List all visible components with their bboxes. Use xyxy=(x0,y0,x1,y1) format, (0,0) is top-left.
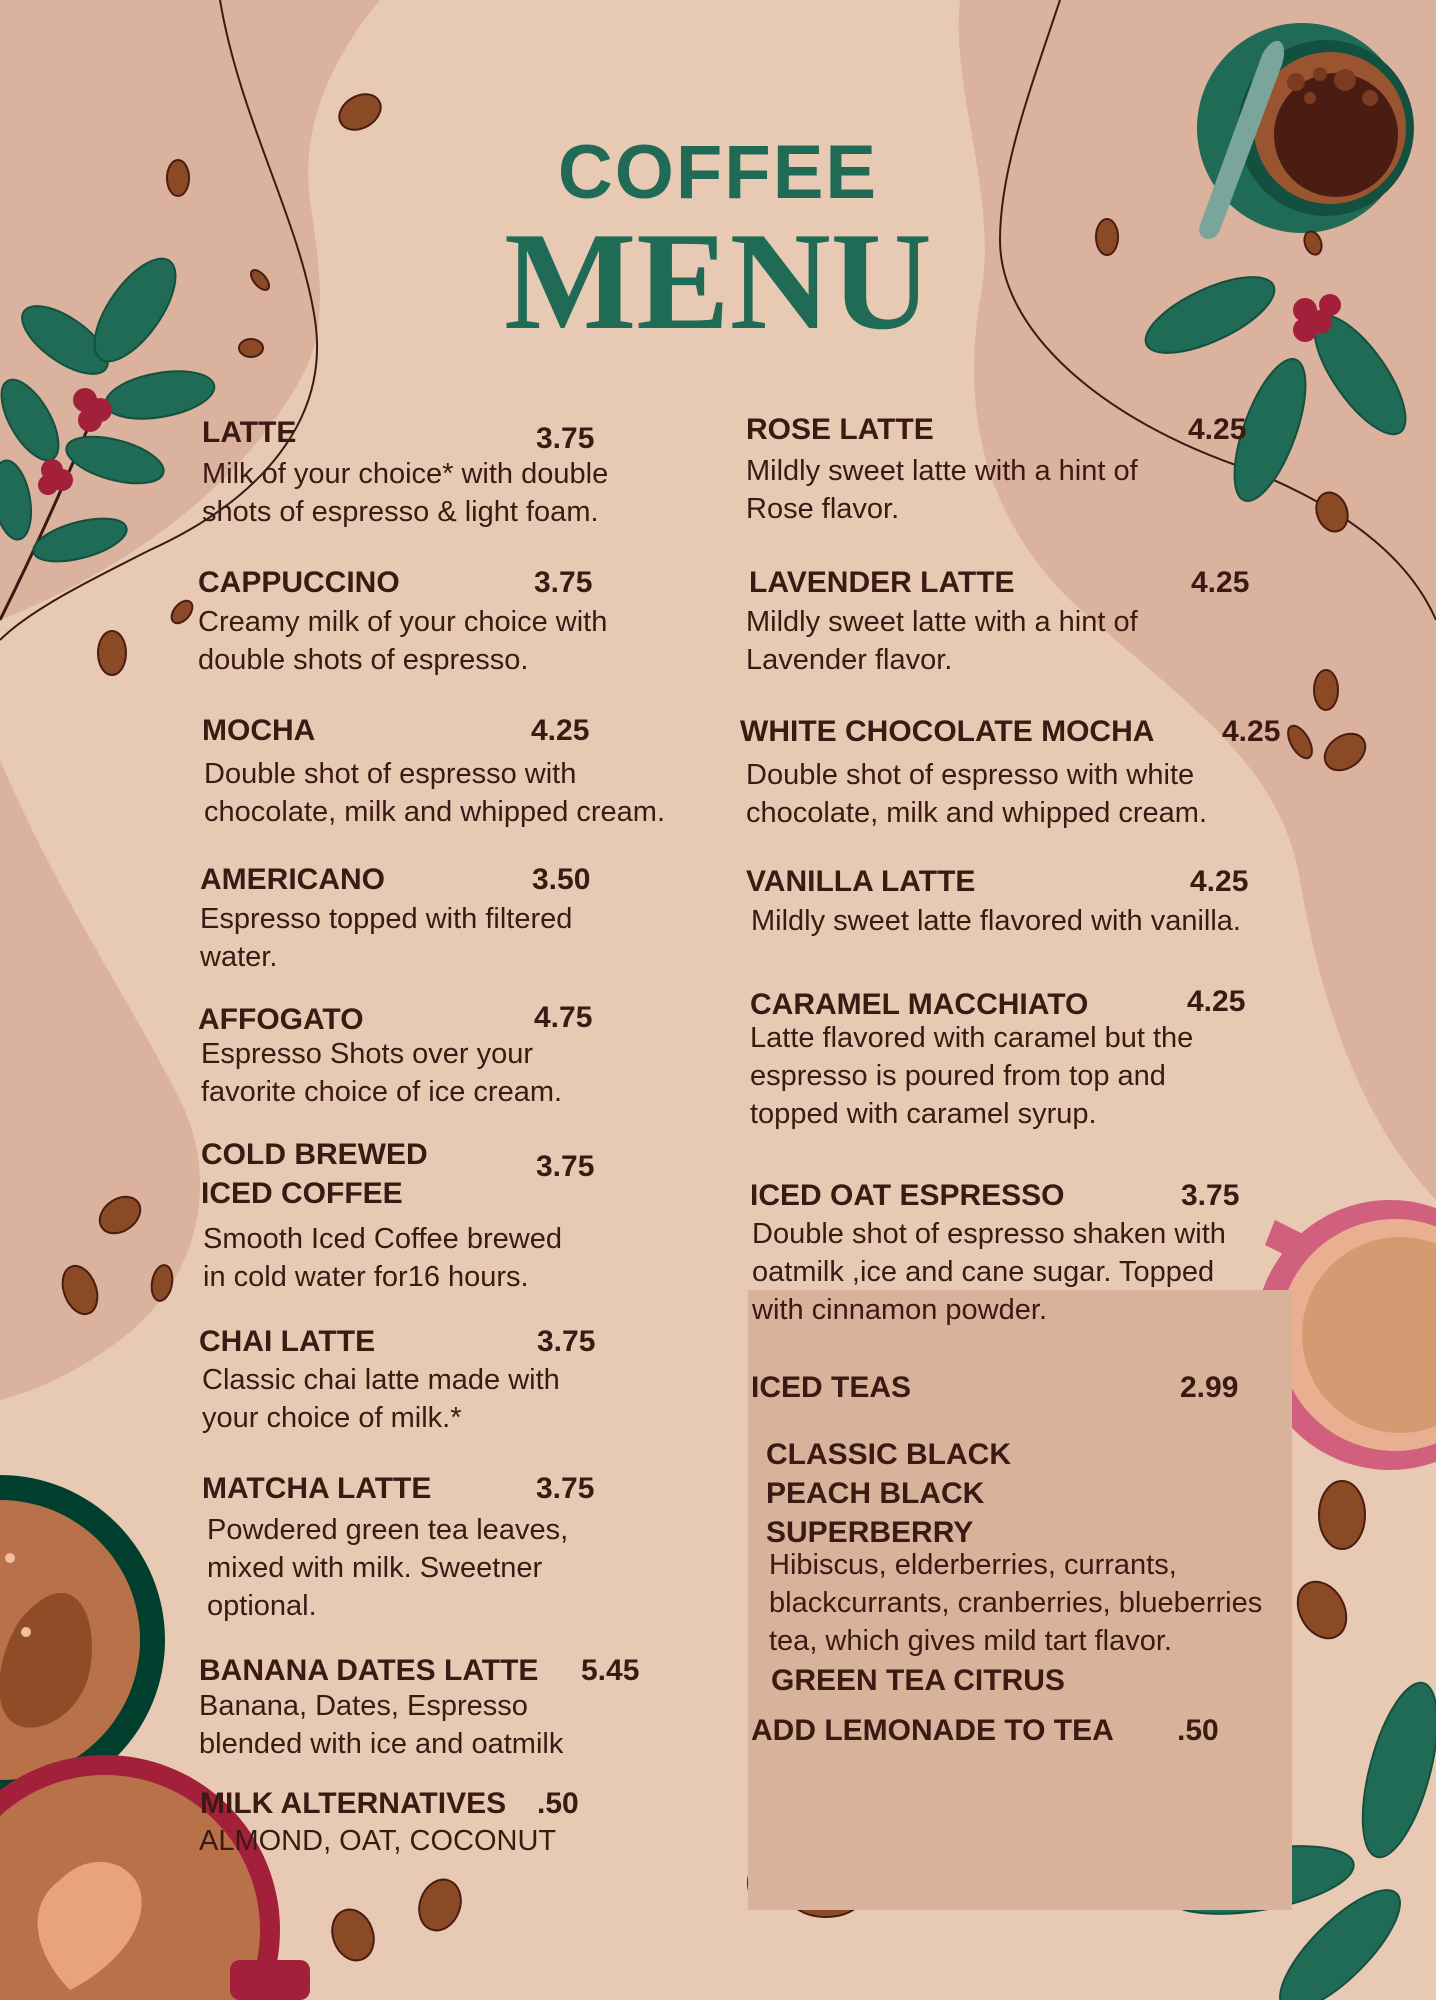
tea-flavor: PEACH BLACK xyxy=(766,1477,985,1510)
item-name: ICED TEAS xyxy=(751,1371,912,1404)
item-name: VANILLA LATTE xyxy=(746,865,976,898)
item-desc-line: Latte flavored with caramel but the xyxy=(750,1022,1194,1054)
item-name: CARAMEL MACCHIATO xyxy=(750,988,1089,1021)
item-name: WHITE CHOCOLATE MOCHA xyxy=(740,715,1155,748)
item-name: AFFOGATO xyxy=(198,1003,364,1036)
item-price: 3.50 xyxy=(532,863,591,896)
item-desc-line: Lavender flavor. xyxy=(746,644,953,676)
item-desc-line: Powdered green tea leaves, xyxy=(207,1514,569,1546)
item-desc-line: shots of espresso & light foam. xyxy=(202,496,599,528)
item-name-line: ICED COFFEE xyxy=(201,1177,403,1210)
item-desc-line: Double shot of espresso with white xyxy=(746,759,1195,791)
tea-flavor: CLASSIC BLACK xyxy=(766,1438,1011,1471)
item-desc-line: chocolate, milk and whipped cream. xyxy=(746,797,1208,829)
item-desc-line: in cold water for16 hours. xyxy=(203,1261,529,1293)
tea-flavor: GREEN TEA CITRUS xyxy=(771,1664,1065,1697)
tea-desc-line: blackcurrants, cranberries, blueberries xyxy=(769,1587,1263,1619)
item-desc-line: Creamy milk of your choice with xyxy=(198,606,608,638)
item-price: 4.25 xyxy=(1190,865,1249,898)
item-price: 4.25 xyxy=(1188,413,1247,446)
tea-desc-line: Hibiscus, elderberries, currants, xyxy=(769,1549,1177,1581)
item-price: 3.75 xyxy=(536,422,595,455)
item-price: 5.45 xyxy=(581,1654,640,1687)
title-coffee: COFFEE xyxy=(557,130,879,215)
item-desc-line: chocolate, milk and whipped cream. xyxy=(204,796,666,828)
item-name: MILK ALTERNATIVES xyxy=(200,1787,507,1820)
item-desc-line: ALMOND, OAT, COCONUT xyxy=(199,1825,557,1857)
item-desc-line: Mildly sweet latte with a hint of xyxy=(746,606,1138,638)
item-desc-line: topped with caramel syrup. xyxy=(750,1098,1097,1130)
item-price: 3.75 xyxy=(537,1325,596,1358)
item-desc-line: mixed with milk. Sweetner xyxy=(207,1552,543,1584)
item-price: 4.25 xyxy=(1191,566,1250,599)
item-name: CAPPUCCINO xyxy=(198,566,400,599)
item-desc-line: Banana, Dates, Espresso xyxy=(199,1690,528,1722)
item-name-line: COLD BREWED xyxy=(201,1138,428,1171)
item-name: CHAI LATTE xyxy=(199,1325,376,1358)
title-menu: MENU xyxy=(504,204,932,359)
item-name: ICED OAT ESPRESSO xyxy=(750,1179,1065,1212)
item-desc-line: Rose flavor. xyxy=(746,493,900,525)
item-name: LATTE xyxy=(202,416,297,449)
item-price: 4.25 xyxy=(1187,985,1246,1018)
item-desc-line: espresso is poured from top and xyxy=(750,1060,1166,1092)
item-name: ROSE LATTE xyxy=(746,413,934,446)
item-name: MOCHA xyxy=(202,714,316,747)
item-desc-line: double shots of espresso. xyxy=(198,644,529,676)
item-price: 4.75 xyxy=(534,1001,593,1034)
item-price: 2.99 xyxy=(1180,1371,1239,1404)
item-price: .50 xyxy=(537,1787,579,1820)
item-name: BANANA DATES LATTE xyxy=(199,1654,539,1687)
item-desc-line: Smooth Iced Coffee brewed xyxy=(203,1223,562,1255)
item-desc-line: Double shot of espresso shaken with xyxy=(752,1218,1226,1250)
item-name: AMERICANO xyxy=(200,863,385,896)
item-price: 4.25 xyxy=(531,714,590,747)
item-price: 3.75 xyxy=(536,1472,595,1505)
item-desc-line: Classic chai latte made with xyxy=(202,1364,560,1396)
item-price: 3.75 xyxy=(536,1150,595,1183)
tea-addon-price: .50 xyxy=(1177,1714,1219,1747)
item-desc-line: water. xyxy=(200,941,278,973)
item-desc-line: Mildly sweet latte flavored with vanilla. xyxy=(751,905,1241,937)
item-desc-line: Espresso Shots over your xyxy=(201,1038,534,1070)
item-desc-line: blended with ice and oatmilk xyxy=(199,1728,564,1760)
item-name: MATCHA LATTE xyxy=(202,1472,432,1505)
item-price: 3.75 xyxy=(534,566,593,599)
tea-flavor: SUPERBERRY xyxy=(766,1516,974,1549)
item-desc-line: your choice of milk.* xyxy=(202,1402,462,1434)
item-desc-line: Mildly sweet latte with a hint of xyxy=(746,455,1138,487)
item-price: 4.25 xyxy=(1222,715,1281,748)
item-desc-line: Espresso topped with filtered xyxy=(200,903,573,935)
item-desc-line: oatmilk ,ice and cane sugar. Topped xyxy=(752,1256,1215,1288)
item-desc-line: Double shot of espresso with xyxy=(204,758,577,790)
item-desc-line: Milk of your choice* with double xyxy=(202,458,609,490)
tea-addon-name: ADD LEMONADE TO TEA xyxy=(751,1714,1114,1747)
tea-desc-line: tea, which gives mild tart flavor. xyxy=(769,1625,1172,1657)
item-price: 3.75 xyxy=(1181,1179,1240,1212)
item-desc-line: favorite choice of ice cream. xyxy=(201,1076,563,1108)
coffee-cup-bottom-left-icon xyxy=(0,1475,165,1805)
item-name: LAVENDER LATTE xyxy=(749,566,1015,599)
item-desc-line: optional. xyxy=(207,1590,317,1622)
item-desc-line: with cinnamon powder. xyxy=(752,1294,1047,1326)
